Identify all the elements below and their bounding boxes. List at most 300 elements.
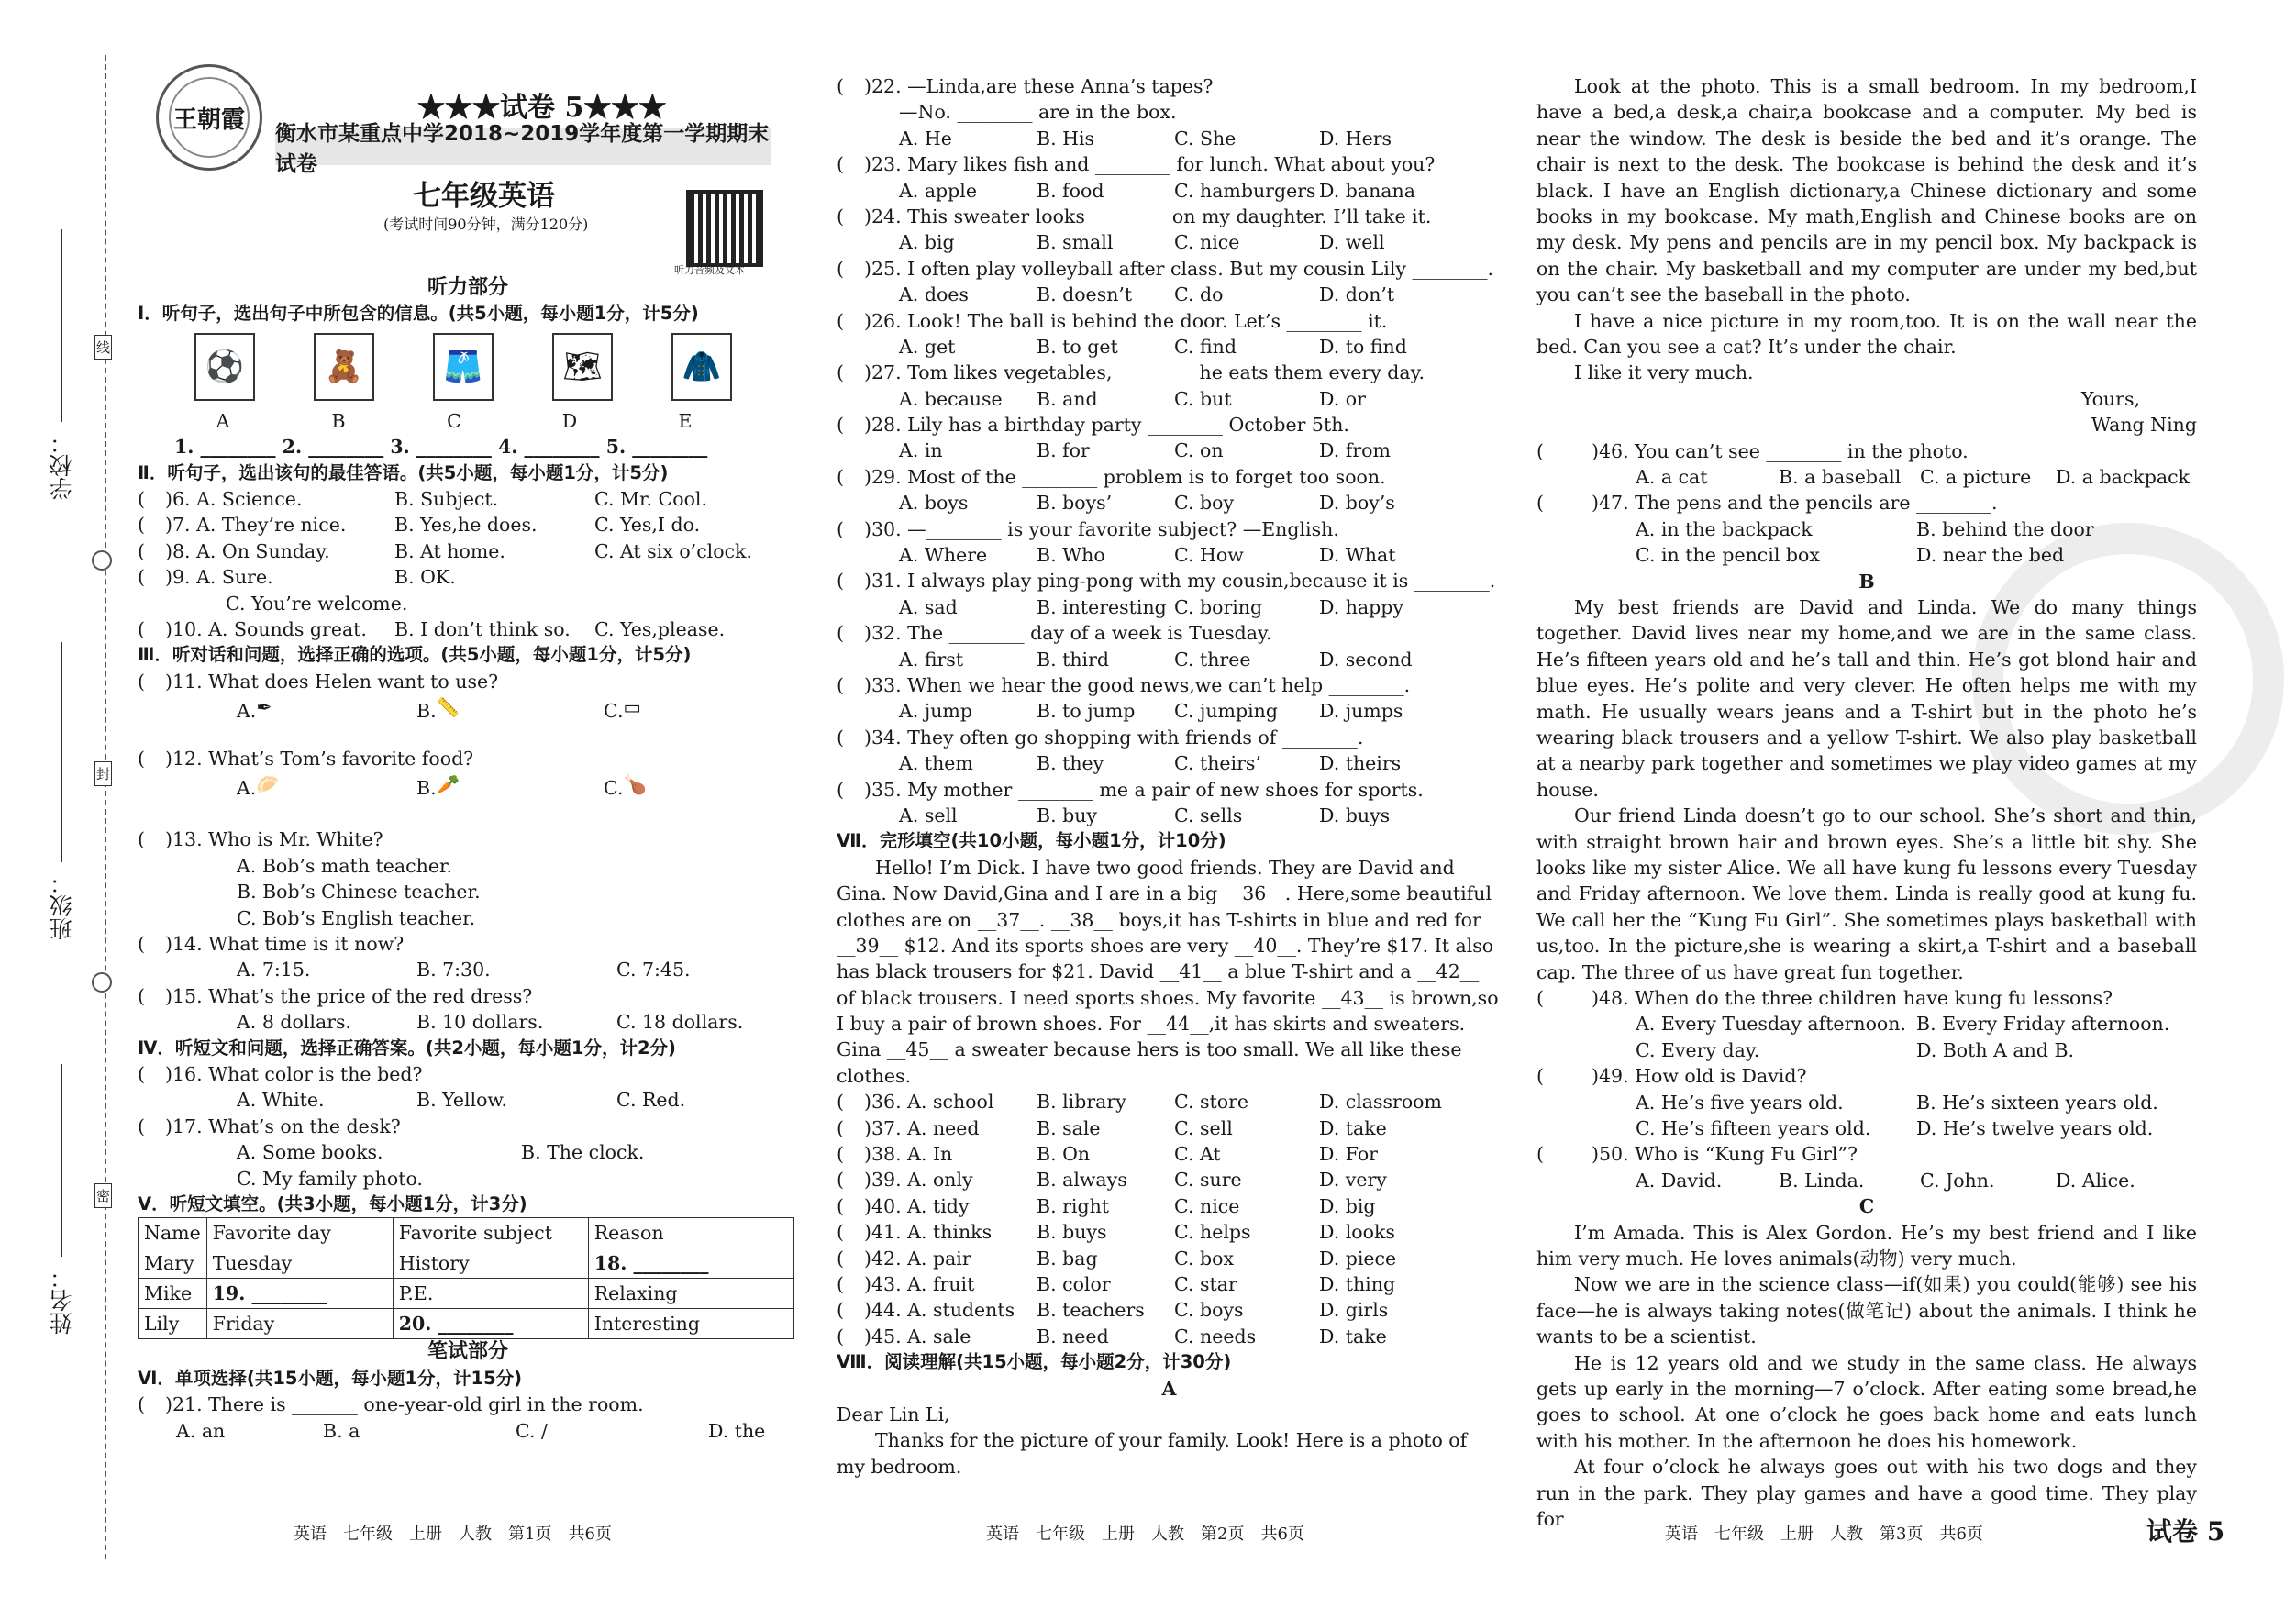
option[interactable]: B. to get bbox=[1037, 335, 1118, 358]
listening-title: 听力部分 bbox=[427, 276, 508, 299]
option[interactable]: B. 7:30. bbox=[416, 959, 491, 981]
option[interactable]: A. in bbox=[899, 439, 943, 462]
option[interactable]: B. doesn’t bbox=[1037, 283, 1133, 306]
option[interactable]: B. sale bbox=[1037, 1116, 1101, 1139]
table-cell: Relaxing bbox=[588, 1279, 793, 1309]
paren: ( bbox=[837, 1325, 844, 1347]
option[interactable]: C. on bbox=[1174, 439, 1224, 462]
option-a[interactable] bbox=[237, 694, 416, 729]
option-c[interactable]: C. Bob’s English teacher. bbox=[237, 906, 476, 929]
option[interactable]: B. to jump bbox=[1037, 700, 1136, 723]
question-48-options bbox=[1536, 1037, 2197, 1063]
option[interactable]: B. Yellow. bbox=[416, 1089, 508, 1112]
question-text: )34. They often go shopping with friends of ________. bbox=[864, 726, 1364, 749]
section-1-heading: Ⅰ．听句子，选出句子中所包含的信息。(共5小题，每小题1分，计5分) bbox=[138, 303, 699, 325]
option[interactable]: D. What bbox=[1319, 544, 1396, 567]
option[interactable]: C. sell bbox=[1174, 1116, 1233, 1139]
question-extra: —No. ________ are in the box. bbox=[899, 101, 1177, 124]
answer-blanks[interactable]: 1. ________ 2. ________ 3. ________ 4. ________ 5. ________ bbox=[174, 436, 708, 459]
option[interactable]: D. take bbox=[1319, 1325, 1387, 1347]
option[interactable]: D. from bbox=[1319, 439, 1391, 462]
paren: ( bbox=[837, 570, 844, 593]
option[interactable]: B. always bbox=[1037, 1169, 1127, 1192]
option[interactable]: A. White. bbox=[237, 1089, 325, 1112]
letter-greeting: Dear Lin Li, bbox=[837, 1403, 950, 1425]
option[interactable]: )39. A. only bbox=[864, 1169, 973, 1192]
option[interactable]: B. Linda. bbox=[1779, 1169, 1865, 1192]
option[interactable]: C. three bbox=[1174, 648, 1251, 671]
table-cell: History bbox=[393, 1248, 588, 1279]
mc-options bbox=[837, 386, 1502, 412]
option[interactable]: D. thing bbox=[1319, 1272, 1396, 1295]
option[interactable]: D. big bbox=[1319, 1194, 1376, 1217]
option[interactable]: )42. A. pair bbox=[864, 1247, 971, 1270]
option[interactable]: C. At bbox=[1174, 1143, 1221, 1166]
option[interactable]: A. them bbox=[899, 752, 973, 775]
option[interactable]: B. for bbox=[1037, 439, 1090, 462]
cloze-option-row[interactable] bbox=[837, 1219, 1502, 1245]
option[interactable]: A. jump bbox=[899, 700, 972, 723]
option[interactable]: D. well bbox=[1319, 231, 1385, 254]
name-label: 姓名： bbox=[49, 1266, 75, 1335]
option[interactable]: D. near the bed bbox=[1916, 544, 2065, 567]
question-49-options bbox=[1536, 1090, 2197, 1115]
option[interactable]: C. theirs’ bbox=[1174, 752, 1261, 775]
cloze-option-row[interactable] bbox=[837, 1246, 1502, 1271]
cloze-option-row[interactable] bbox=[837, 1271, 1502, 1297]
question-7[interactable] bbox=[138, 512, 798, 538]
option[interactable]: C. jumping bbox=[1174, 700, 1278, 723]
mc-options bbox=[837, 178, 1502, 204]
option[interactable]: B. Who bbox=[1037, 544, 1105, 567]
option[interactable]: C. boys bbox=[1174, 1299, 1244, 1322]
option: B. I don’t think so. bbox=[394, 617, 571, 640]
option[interactable]: D. classroom bbox=[1319, 1091, 1442, 1114]
question-11[interactable] bbox=[138, 669, 798, 694]
option[interactable]: C. John. bbox=[1920, 1169, 1995, 1192]
option[interactable]: B. third bbox=[1037, 648, 1110, 671]
option[interactable]: A. in the backpack bbox=[1636, 517, 1813, 540]
page-2-column bbox=[837, 73, 1502, 1480]
option[interactable]: B. His bbox=[1037, 127, 1095, 150]
option[interactable]: D. piece bbox=[1319, 1247, 1397, 1270]
option[interactable]: A. 7:15. bbox=[237, 959, 311, 981]
option-b[interactable] bbox=[416, 694, 604, 729]
section-2-heading: Ⅱ．听句子，选出该句的最佳答语。(共5小题，每小题1分，计5分) bbox=[138, 461, 669, 483]
option[interactable]: )41. A. thinks bbox=[864, 1221, 993, 1244]
table-cell: Friday bbox=[206, 1309, 393, 1339]
option[interactable]: B. need bbox=[1037, 1325, 1109, 1347]
picture-row bbox=[138, 327, 798, 408]
option: B. Yes,he does. bbox=[394, 514, 538, 537]
question-12[interactable] bbox=[138, 746, 798, 771]
option[interactable]: B. bag bbox=[1037, 1247, 1098, 1270]
option[interactable]: D. jumps bbox=[1319, 700, 1403, 723]
option[interactable]: B. buys bbox=[1037, 1221, 1107, 1244]
option[interactable]: A. first bbox=[899, 648, 964, 671]
option-b[interactable] bbox=[416, 771, 604, 806]
option[interactable]: C. sells bbox=[1174, 804, 1243, 826]
option-a[interactable] bbox=[237, 771, 416, 806]
question-text: )50. Who is “Kung Fu Girl”? bbox=[1592, 1143, 1858, 1166]
cloze-option-row[interactable] bbox=[837, 1167, 1502, 1192]
option[interactable]: A. sad bbox=[899, 595, 958, 618]
roast-chicken-icon: 🍗 bbox=[623, 773, 648, 796]
option[interactable]: D. He’s twelve years old. bbox=[1916, 1117, 2154, 1140]
option[interactable]: B. 10 dollars. bbox=[416, 1011, 544, 1034]
option[interactable]: D. boy’s bbox=[1319, 492, 1395, 515]
option[interactable]: C. needs bbox=[1174, 1325, 1257, 1347]
option-label: A. bbox=[237, 699, 257, 722]
option[interactable]: )40. A. tidy bbox=[864, 1194, 970, 1217]
question-text: )24. This sweater looks ________ on my daughter. I’ll take it. bbox=[864, 205, 1432, 227]
option[interactable]: A. Every Tuesday afternoon. bbox=[1636, 1013, 1906, 1036]
paren: ( bbox=[1536, 492, 1544, 515]
mc-question[interactable] bbox=[837, 672, 1502, 698]
option[interactable]: )44. A. students bbox=[864, 1299, 1015, 1322]
cloze-passage bbox=[837, 855, 1502, 1090]
option-c[interactable]: C. My family photo. bbox=[237, 1167, 423, 1190]
school-label: 学校： bbox=[49, 431, 75, 500]
option[interactable]: B. right bbox=[1037, 1194, 1110, 1217]
question-text: )46. You can’t see ________ in the photo. bbox=[1592, 439, 1969, 462]
page-footer: 英语 七年级 上册 人教 第2页 共6页 bbox=[986, 1525, 1304, 1544]
option[interactable]: D. don’t bbox=[1319, 283, 1395, 306]
option: )7. A. They’re nice. bbox=[165, 514, 347, 537]
option[interactable]: A. because bbox=[899, 387, 1003, 410]
class-field[interactable] bbox=[61, 642, 62, 862]
cloze-line: I buy a pair of brown shoes. For __44__,it has skirts and sweaters. bbox=[837, 1013, 1466, 1036]
answer-blank-20[interactable]: 20. ________ bbox=[393, 1309, 588, 1339]
mc-options bbox=[837, 334, 1502, 360]
cloze-option-row[interactable] bbox=[837, 1193, 1502, 1219]
binding-hole bbox=[92, 550, 112, 571]
mc-question[interactable] bbox=[837, 725, 1502, 750]
picture-letter: A bbox=[216, 409, 230, 432]
paren: ( bbox=[1536, 987, 1544, 1010]
section-8-heading: Ⅷ．阅读理解(共15小题，每小题2分，计30分) bbox=[837, 1351, 1232, 1373]
table-cell: Mike bbox=[139, 1279, 207, 1309]
option: C. Mr. Cool. bbox=[594, 487, 707, 510]
paren: ( bbox=[837, 1143, 844, 1166]
option[interactable]: D. Both A and B. bbox=[1916, 1038, 2075, 1061]
question-14-options bbox=[138, 957, 798, 982]
option[interactable]: D. buys bbox=[1319, 804, 1391, 826]
question-15-options bbox=[138, 1009, 798, 1035]
class-label: 班级： bbox=[49, 871, 75, 940]
mc-question[interactable] bbox=[837, 777, 1502, 803]
paren: ( bbox=[837, 1221, 844, 1244]
table-cell: Name bbox=[139, 1218, 207, 1248]
question-48-options bbox=[1536, 1011, 2197, 1037]
option[interactable]: A. an bbox=[176, 1419, 226, 1442]
option[interactable]: B. interesting bbox=[1037, 595, 1167, 618]
option[interactable]: )45. A. sale bbox=[864, 1325, 971, 1347]
question-text: )47. The pens and the pencils are ________. bbox=[1592, 492, 1998, 515]
option[interactable]: C. Red. bbox=[616, 1089, 686, 1112]
paren: ( bbox=[837, 517, 844, 540]
answer-blank-19[interactable]: 19. ________ bbox=[206, 1279, 393, 1309]
question-50[interactable] bbox=[1536, 1141, 2197, 1167]
option[interactable]: A. boys bbox=[899, 492, 969, 515]
table-cell: Lily bbox=[139, 1309, 207, 1339]
option[interactable]: C. in the pencil box bbox=[1636, 544, 1820, 567]
paren: ( bbox=[837, 778, 844, 801]
option[interactable]: B. behind the door bbox=[1916, 517, 2094, 540]
paren: ( bbox=[837, 205, 844, 227]
question-text: )49. How old is David? bbox=[1592, 1065, 1807, 1088]
question-text: )48. When do the three children have kung fu lessons? bbox=[1592, 987, 2113, 1010]
mc-options bbox=[837, 490, 1502, 516]
option[interactable]: C. a picture bbox=[1920, 466, 2032, 489]
table-cell: Favorite day bbox=[206, 1218, 393, 1248]
option[interactable]: D. happy bbox=[1319, 595, 1403, 618]
exam-badge: 试卷 5 bbox=[2146, 1516, 2225, 1547]
paren: ( bbox=[837, 1116, 844, 1139]
option[interactable]: A. He’s five years old. bbox=[1636, 1091, 1844, 1114]
option[interactable]: C. box bbox=[1174, 1247, 1235, 1270]
option[interactable]: D. the bbox=[708, 1419, 766, 1442]
option[interactable]: C. She bbox=[1174, 127, 1237, 150]
mc-question[interactable] bbox=[837, 73, 1502, 99]
sweater-icon: 🧥 bbox=[671, 333, 732, 401]
picture-letters bbox=[138, 408, 798, 434]
option[interactable]: B. buy bbox=[1037, 804, 1098, 826]
question-text: )31. I always play ping-pong with my cousin,because it is ________. bbox=[864, 570, 1496, 593]
option[interactable]: A. apple bbox=[899, 179, 977, 202]
option: B. At home. bbox=[394, 539, 505, 562]
logo-text: 王朝霞 bbox=[169, 77, 250, 158]
mc-options bbox=[837, 750, 1502, 776]
picture-letter: B bbox=[331, 409, 346, 432]
option[interactable]: D. Hers bbox=[1319, 127, 1392, 150]
table-row bbox=[139, 1309, 794, 1339]
question-12-options bbox=[138, 771, 798, 826]
option[interactable]: B. a bbox=[323, 1419, 360, 1442]
mc-question[interactable] bbox=[837, 464, 1502, 490]
paren: ( bbox=[837, 1169, 844, 1192]
option[interactable]: A. He bbox=[899, 127, 952, 150]
option[interactable]: C. 18 dollars. bbox=[616, 1011, 744, 1034]
question-8[interactable] bbox=[138, 538, 798, 564]
option[interactable]: B. On bbox=[1037, 1143, 1091, 1166]
passage-c-paragraph: At four o’clock he always goes out with his two dogs and they run in the park. They play games and have a good time. They play for bbox=[1536, 1456, 2197, 1531]
option[interactable]: )43. A. fruit bbox=[864, 1272, 975, 1295]
paren: ( bbox=[138, 1062, 145, 1085]
option[interactable]: D. For bbox=[1319, 1143, 1378, 1166]
seal-mark-secret: 密 bbox=[94, 1183, 112, 1208]
name-field[interactable] bbox=[61, 1064, 62, 1257]
question-17[interactable] bbox=[138, 1114, 798, 1139]
cloze-option-row[interactable] bbox=[837, 1324, 1502, 1349]
passage-c-paragraph: Now we are in the science class—if(如果) you could(能够) see his face—he is always taking notes(做笔记) about the animals. I think he wants to be a scientist. bbox=[1536, 1273, 2197, 1348]
mc-question[interactable] bbox=[837, 568, 1502, 593]
question-text: )12. What’s Tom’s favorite food? bbox=[165, 748, 474, 771]
option[interactable]: C. hamburgers bbox=[1174, 179, 1316, 202]
question-text: )27. Tom likes vegetables, ________ he eats them every day. bbox=[864, 361, 1425, 384]
option[interactable]: C. He’s fifteen years old. bbox=[1636, 1117, 1871, 1140]
mc-question[interactable] bbox=[837, 151, 1502, 177]
option-c[interactable] bbox=[604, 694, 683, 729]
option[interactable]: D. girls bbox=[1319, 1299, 1389, 1322]
question-text: )33. When we hear the good news,we can’t help ________. bbox=[864, 673, 1411, 696]
option[interactable]: C. sure bbox=[1174, 1169, 1242, 1192]
question-text: )16. What color is the bed? bbox=[165, 1062, 423, 1085]
mc-question[interactable] bbox=[837, 516, 1502, 542]
dumplings-icon: 🥟 bbox=[256, 773, 280, 796]
option[interactable]: C. helps bbox=[1174, 1221, 1251, 1244]
option[interactable]: A. get bbox=[899, 335, 956, 358]
football-icon: ⚽ bbox=[194, 333, 255, 401]
option[interactable]: B. library bbox=[1037, 1091, 1126, 1114]
option[interactable]: A. David. bbox=[1636, 1169, 1723, 1192]
option[interactable]: B. they bbox=[1037, 752, 1104, 775]
option[interactable]: C. but bbox=[1174, 387, 1232, 410]
option[interactable]: B. The clock. bbox=[521, 1141, 645, 1164]
paren: ( bbox=[837, 622, 844, 645]
option[interactable]: C. do bbox=[1174, 283, 1224, 306]
option[interactable]: A. Some books. bbox=[237, 1141, 383, 1164]
option[interactable]: )38. A. In bbox=[864, 1143, 953, 1166]
seal-mark-line: 线 bbox=[94, 335, 112, 360]
letter-signature: Wang Ning bbox=[2091, 414, 2197, 437]
question-49[interactable] bbox=[1536, 1063, 2197, 1089]
paren: ( bbox=[138, 514, 145, 537]
question-10[interactable] bbox=[138, 616, 798, 642]
option[interactable]: B. boys’ bbox=[1037, 492, 1113, 515]
mc-question[interactable] bbox=[837, 308, 1502, 334]
paren: ( bbox=[1536, 439, 1544, 462]
question-15[interactable] bbox=[138, 983, 798, 1009]
option[interactable]: B. Every Friday afternoon. bbox=[1916, 1013, 2170, 1036]
option[interactable]: D. to find bbox=[1319, 335, 1407, 358]
qr-code-icon[interactable] bbox=[686, 190, 763, 267]
paren: ( bbox=[837, 1247, 844, 1270]
cloze-line: Gina __45__ a sweater because hers is too small. We all like these bbox=[837, 1038, 1462, 1061]
option[interactable]: A. Where bbox=[899, 544, 988, 567]
question-48[interactable] bbox=[1536, 985, 2197, 1011]
option[interactable]: D. a backpack bbox=[2056, 466, 2190, 489]
mc-question[interactable] bbox=[837, 620, 1502, 646]
mc-question[interactable] bbox=[837, 360, 1502, 385]
question-text: )28. Lily has a birthday party ________ October 5th. bbox=[864, 414, 1349, 437]
mc-options bbox=[837, 229, 1502, 255]
mc-question[interactable] bbox=[837, 204, 1502, 229]
letter-closing: Yours, bbox=[2080, 387, 2140, 410]
option[interactable]: D. banana bbox=[1319, 179, 1415, 202]
cloze-option-row[interactable] bbox=[837, 1115, 1502, 1141]
binding-line bbox=[105, 55, 106, 1559]
option[interactable]: D. theirs bbox=[1319, 752, 1402, 775]
option[interactable]: B. teachers bbox=[1037, 1299, 1145, 1322]
cloze-option-row[interactable] bbox=[837, 1297, 1502, 1323]
cloze-line: clothes. bbox=[837, 1064, 911, 1087]
table-cell: Mary bbox=[139, 1248, 207, 1279]
option[interactable]: C. boy bbox=[1174, 492, 1235, 515]
question-6[interactable] bbox=[138, 486, 798, 512]
question-text: )21. There is _______ one-year-old girl in the room. bbox=[165, 1393, 644, 1416]
option[interactable]: D. second bbox=[1319, 648, 1413, 671]
question-13[interactable] bbox=[138, 826, 798, 852]
table-cell: Interesting bbox=[588, 1309, 793, 1339]
option[interactable]: B. a baseball bbox=[1779, 466, 1902, 489]
table-row bbox=[139, 1248, 794, 1279]
mc-question[interactable] bbox=[837, 256, 1502, 282]
section-4-heading: Ⅳ．听短文和问题，选择正确答案。(共2小题，每小题1分，计2分) bbox=[138, 1037, 676, 1059]
exam-number: ★★★试卷 5★★★ bbox=[417, 92, 667, 124]
question-14[interactable] bbox=[138, 931, 798, 957]
pen-icon: ✒ bbox=[256, 696, 272, 719]
mc-options bbox=[837, 647, 1502, 672]
mc-question[interactable] bbox=[837, 412, 1502, 438]
passage-b-title: B bbox=[1858, 570, 1875, 593]
cloze-option-row[interactable] bbox=[837, 1141, 1502, 1167]
option[interactable]: D. or bbox=[1319, 387, 1366, 410]
option[interactable]: A. a cat bbox=[1636, 466, 1708, 489]
option[interactable]: B. small bbox=[1037, 231, 1114, 254]
answer-blank-18[interactable]: 18. ________ bbox=[588, 1248, 793, 1279]
option[interactable]: )36. A. school bbox=[864, 1091, 994, 1114]
option[interactable]: D. looks bbox=[1319, 1221, 1395, 1244]
question-21[interactable] bbox=[138, 1392, 798, 1417]
question-46[interactable] bbox=[1536, 438, 2197, 464]
question-text: )17. What’s on the desk? bbox=[165, 1115, 401, 1137]
option[interactable]: B. and bbox=[1037, 387, 1098, 410]
option[interactable]: A. does bbox=[899, 283, 969, 306]
cloze-options bbox=[837, 1089, 1502, 1349]
option-label: B. bbox=[416, 699, 437, 722]
option[interactable]: C. / bbox=[516, 1419, 548, 1442]
option[interactable]: A. 8 dollars. bbox=[237, 1011, 352, 1034]
paren: ( bbox=[138, 487, 145, 510]
option: )9. A. Sure. bbox=[165, 566, 273, 589]
question-text: )26. Look! The ball is behind the door. Let’s ________ it. bbox=[864, 309, 1388, 332]
option[interactable]: D. very bbox=[1319, 1169, 1387, 1192]
option[interactable]: C. nice bbox=[1174, 231, 1240, 254]
option[interactable]: B. color bbox=[1037, 1272, 1111, 1295]
option: C. Yes,I do. bbox=[594, 514, 701, 537]
option[interactable]: A. sell bbox=[899, 804, 958, 826]
option[interactable]: )37. A. need bbox=[864, 1116, 980, 1139]
option[interactable]: C. store bbox=[1174, 1091, 1249, 1114]
carrots-icon: 🥕 bbox=[436, 773, 460, 796]
option[interactable]: C. 7:45. bbox=[616, 959, 691, 981]
question-47[interactable] bbox=[1536, 490, 2197, 516]
option[interactable]: A. big bbox=[899, 231, 955, 254]
option[interactable]: C. boring bbox=[1174, 595, 1263, 618]
option-b[interactable]: B. Bob’s Chinese teacher. bbox=[237, 881, 481, 904]
question-9[interactable] bbox=[138, 564, 798, 590]
paren: ( bbox=[837, 361, 844, 384]
option[interactable]: C. star bbox=[1174, 1272, 1237, 1295]
option[interactable]: D. Alice. bbox=[2056, 1169, 2135, 1192]
option[interactable]: D. take bbox=[1319, 1116, 1387, 1139]
option[interactable]: B. He’s sixteen years old. bbox=[1916, 1091, 2158, 1114]
cloze-line: Hello! I’m Dick. I have two good friends. They are David and bbox=[875, 856, 1455, 879]
option[interactable]: C. How bbox=[1174, 544, 1244, 567]
written-title: 笔试部分 bbox=[427, 1340, 508, 1364]
option[interactable]: C. Every day. bbox=[1636, 1038, 1760, 1061]
option-c[interactable] bbox=[604, 771, 683, 806]
option[interactable]: B. food bbox=[1037, 179, 1104, 202]
question-16[interactable] bbox=[138, 1061, 798, 1087]
paren: ( bbox=[837, 726, 844, 749]
school-field[interactable] bbox=[61, 229, 62, 422]
option[interactable]: C. find bbox=[1174, 335, 1237, 358]
option[interactable]: C. nice bbox=[1174, 1194, 1240, 1217]
option-a[interactable]: A. Bob’s math teacher. bbox=[237, 854, 453, 877]
cloze-option-row[interactable] bbox=[837, 1089, 1502, 1115]
